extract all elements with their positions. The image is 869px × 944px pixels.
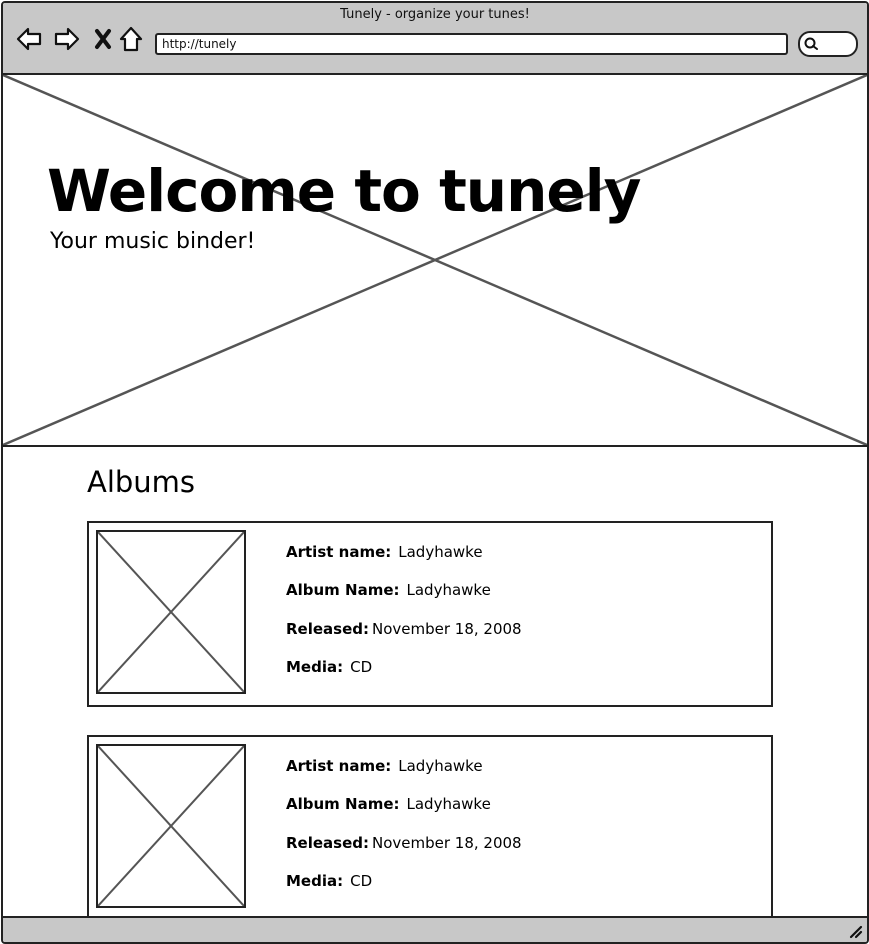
album-art-placeholder: [96, 744, 246, 908]
artist-label: Artist name:: [286, 543, 392, 561]
media-field: [286, 658, 372, 676]
album-card[interactable]: [87, 735, 773, 917]
album-art-placeholder: [96, 530, 246, 694]
status-bar: [3, 916, 867, 942]
artist-label: Artist name:: [286, 757, 392, 775]
album-name-field: [286, 581, 491, 599]
released-field: [286, 620, 522, 638]
album-name-label: Album Name:: [286, 581, 400, 599]
media-label: Media:: [286, 872, 344, 890]
close-x-icon[interactable]: [89, 25, 117, 53]
resize-grip-icon[interactable]: [847, 923, 863, 939]
released-value: November 18, 2008: [372, 834, 522, 852]
album-name-label: Album Name:: [286, 795, 400, 813]
albums-section: [3, 447, 867, 917]
hero-banner: [3, 75, 867, 447]
albums-heading: Albums: [87, 465, 196, 499]
artist-field: [286, 757, 483, 775]
album-card[interactable]: [87, 521, 773, 707]
search-field[interactable]: [798, 31, 858, 57]
search-icon: [803, 36, 819, 52]
media-field: [286, 872, 372, 890]
browser-window: [1, 1, 869, 944]
back-arrow-icon[interactable]: [15, 25, 43, 53]
released-label: Released:: [286, 834, 369, 852]
artist-value: Ladyhawke: [398, 757, 483, 775]
forward-arrow-icon[interactable]: [53, 25, 81, 53]
released-field: [286, 834, 522, 852]
hero-title: Welcome to tunely: [47, 157, 641, 225]
artist-value: Ladyhawke: [398, 543, 483, 561]
address-bar[interactable]: http://tunely: [155, 33, 788, 55]
album-name-value: Ladyhawke: [406, 795, 491, 813]
artist-field: [286, 543, 483, 561]
media-value: CD: [350, 658, 373, 676]
released-label: Released:: [286, 620, 369, 638]
window-title: Tunely - organize your tunes!: [340, 7, 530, 22]
album-name-field: [286, 795, 491, 813]
album-name-value: Ladyhawke: [406, 581, 491, 599]
hero-subtitle: Your music binder!: [50, 229, 256, 254]
media-label: Media:: [286, 658, 344, 676]
media-value: CD: [350, 872, 373, 890]
image-placeholder: [3, 75, 867, 445]
browser-toolbar: [3, 3, 867, 75]
home-icon[interactable]: [117, 25, 145, 53]
released-value: November 18, 2008: [372, 620, 522, 638]
